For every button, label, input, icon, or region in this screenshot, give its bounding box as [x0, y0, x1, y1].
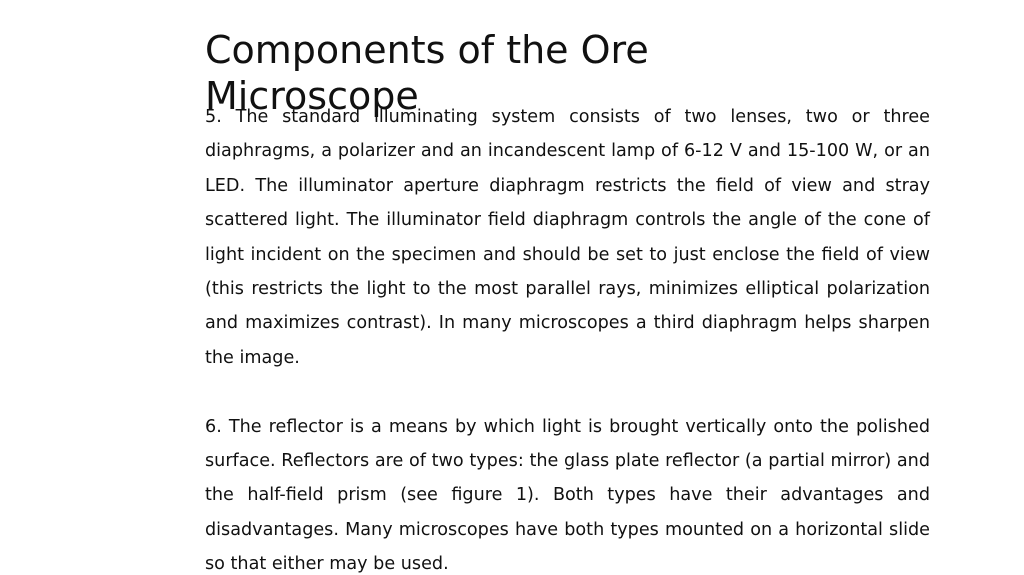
paragraph-illuminating-system: 5. The standard illuminating system consists of two lenses, two or three diaphragms, a polarizer and an incandescent lamp of 6-12 V and 15-100 W, or an LED. The illuminator aperture diaphragm restricts the field of view and stray scattered light. The illuminator field diaphragm controls the angle of the cone of light incident on the specimen and should be set to just enclose the field of view (this restricts the light to the most parallel rays, minimizes elliptical polarization and maximizes contrast). In many microscopes a third diaphragm helps sharpen the image.: [205, 107, 930, 368]
slide-title: Components of the Ore Microscope: [205, 28, 649, 118]
paragraph-reflector: 6. The reflector is a means by which light is brought vertically onto the polished surface. Reflectors are of two types: the glass plate reflector (a partial mirror) and the half-field prism (see figure 1). Both types have their advantages and disadvantages. Many microscopes have both types mounted on a horizontal slide so that either may be used.: [205, 416, 930, 575]
slide-body: [205, 100, 930, 575]
